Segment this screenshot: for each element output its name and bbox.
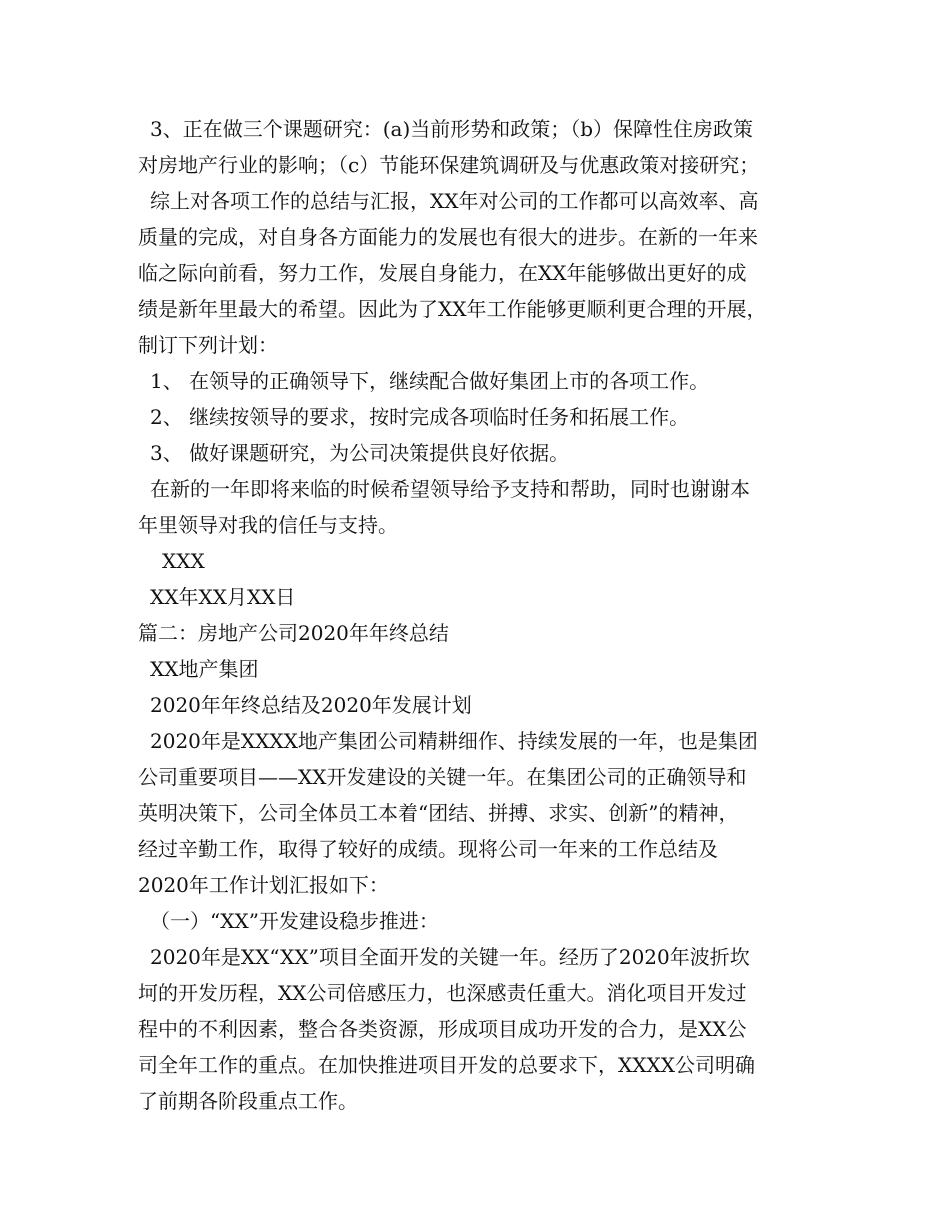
list-item: 3、 做好课题研究，为公司决策提供良好依据。 <box>150 441 570 465</box>
section-title: 篇二：房地产公司2020年年终总结 <box>138 621 449 645</box>
subsection-heading: （一）“XX”开发建设稳步推进： <box>150 909 439 933</box>
list-item: 1、 在领导的正确领导下，继续配合做好集团上市的各项工作。 <box>150 369 710 393</box>
text-line: 综上对各项工作的总结与汇报，XX年对公司的工作都可以高效率、高 <box>150 189 759 213</box>
text-line: 经过辛勤工作，取得了较好的成绩。现将公司一年来的工作总结及 <box>138 837 718 861</box>
text-line: 绩是新年里最大的希望。因此为了XX年工作能够更顺利更合理的开展， <box>138 297 767 321</box>
signature-date: XX年XX月XX日 <box>150 585 296 609</box>
text-line: 制订下列计划： <box>138 333 278 357</box>
document-subtitle: 2020年年终总结及2020年发展计划 <box>150 693 472 717</box>
text-line: 程中的不利因素，整合各类资源，形成项目成功开发的合力，是XX公 <box>138 1017 747 1041</box>
text-line: 了前期各阶段重点工作。 <box>138 1089 358 1113</box>
text-line: 英明决策下，公司全体员工本着“团结、拼搏、求实、创新”的精神， <box>138 801 739 825</box>
text-line: 在新的一年即将来临的时候希望领导给予支持和帮助，同时也谢谢本 <box>150 477 750 501</box>
text-line: 质量的完成，对自身各方面能力的发展也有很大的进步。在新的一年来 <box>138 225 758 249</box>
text-line: 司全年工作的重点。在加快推进项目开发的总要求下，XXXX公司明确 <box>138 1053 755 1077</box>
company-name: XX地产集团 <box>150 657 259 681</box>
signature-name: XXX <box>162 549 205 573</box>
text-line: 3、正在做三个课题研究：(a)当前形势和政策；（b）保障性住房政策 <box>150 117 754 141</box>
text-line: 对房地产行业的影响；（c）节能环保建筑调研及与优惠政策对接研究； <box>138 153 760 177</box>
text-line: 2020年是XXXX地产集团公司精耕细作、持续发展的一年，也是集团 <box>150 729 758 753</box>
text-line: 年里领导对我的信任与支持。 <box>138 513 398 537</box>
text-line: 2020年是XX“XX”项目全面开发的关键一年。经历了2020年波折坎 <box>150 945 750 969</box>
text-line: 公司重要项目——XX开发建设的关键一年。在集团公司的正确领导和 <box>138 765 747 789</box>
text-line: 临之际向前看，努力工作，发展自身能力，在XX年能够做出更好的成 <box>138 261 747 285</box>
text-line: 坷的开发历程，XX公司倍感压力，也深感责任重大。消化项目开发过 <box>138 981 747 1005</box>
list-item: 2、 继续按领导的要求，按时完成各项临时任务和拓展工作。 <box>150 405 690 429</box>
text-line: 2020年工作计划汇报如下： <box>138 873 389 897</box>
